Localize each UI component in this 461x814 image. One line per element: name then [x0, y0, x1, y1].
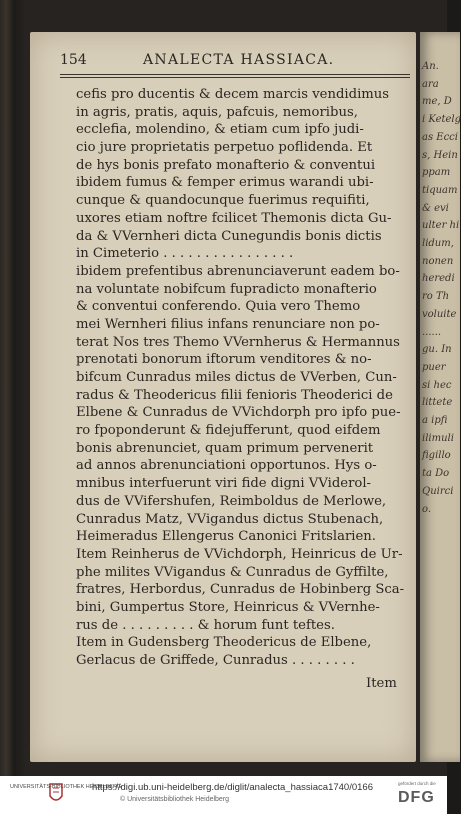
library-logo-text: UNIVERSITÄTS-BIBLIOTHEK HEIDELBERG	[10, 784, 122, 790]
text-line: in agris, pratis, aquis, pafcuis, nemoribus,	[76, 104, 358, 120]
text-line: prenotati bonorum iftorum venditores & no-	[76, 352, 372, 368]
text-line: Heimeradus Ellengerus Canonici Fritslarien.	[76, 529, 376, 545]
right-page-fragment: o.	[422, 503, 432, 515]
text-line: Cunradus Matz, VVigandus dictus Stubenach,	[76, 511, 384, 527]
text-line: bifcum Cunradus miles dictus de VVerben, Cun-	[76, 370, 397, 385]
right-page-fragment: tiquam	[422, 184, 458, 196]
text-line: cunque & quandocunque fuerimus requifiti,	[76, 193, 370, 209]
text-line: mnibus interfuerunt viri fide digni VViderol-	[76, 476, 372, 492]
copyright-notice: © Universitätsbibliothek Heidelberg	[120, 796, 230, 803]
text-line: ro fpoponderunt & fidejufferunt, quod eifdem	[76, 423, 381, 439]
right-page-fragment: ta Do	[422, 468, 450, 480]
right-page-fragment: ilimuli	[422, 432, 454, 444]
right-page-fragment: voluite	[422, 308, 457, 320]
page-number: 154	[60, 52, 87, 68]
right-page-fragment: littete	[422, 397, 453, 409]
right-page-fragment: me, D	[422, 96, 452, 108]
text-line: rus de . . . . . . . . . & horum funt teftes.	[76, 617, 335, 633]
header-rule	[60, 74, 410, 75]
viewer-footer	[0, 776, 447, 814]
right-page-fragment: a ipfi	[422, 415, 448, 426]
text-line: ibidem fumus & femper erimus warandi ubi-	[76, 175, 374, 191]
body-text	[76, 86, 411, 670]
right-page-fragment: puer	[422, 361, 446, 373]
right-page-fragment: heredi	[422, 273, 455, 285]
text-line: in Cimeterio . . . . . . . . . . . . . . . .	[76, 246, 294, 262]
text-line: de hys bonis prefato monafterio & conventui	[76, 157, 376, 173]
text-line: bonis abrenunciet, quam primum pervenerit	[76, 440, 374, 456]
right-page-fragment: ......	[422, 326, 442, 338]
text-line: Elbene & Cunradus de VVichdorph pro ipfo pue-	[76, 405, 401, 421]
right-page-fragment: as Ecci	[422, 131, 458, 143]
text-line: na voluntate nobifcum fupradicto monafterio	[76, 281, 377, 297]
text-line: da & VVernheri dicta Cunegundis bonis dictis	[76, 228, 382, 244]
right-page-fragment: gu. In	[422, 344, 452, 356]
text-line: & conventui conferendo. Quia vero Themo	[76, 299, 361, 315]
running-title: ANALECTA HASSIACA.	[143, 52, 335, 68]
right-page-fragment: si hec	[422, 379, 452, 391]
right-page-fragment: ulter hi	[422, 220, 460, 232]
text-line: cefis pro ducentis & decem marcis vendidimus	[76, 87, 390, 102]
text-line: ibidem prefentibus abrenunciaverunt eadem bo-	[76, 263, 400, 279]
running-header	[60, 52, 410, 70]
header-rule-2	[60, 77, 410, 78]
dfg-logo: DFG	[398, 789, 435, 806]
text-line: uxores etiam noftre fcilicet Themonis dicta Gu-	[76, 210, 392, 226]
text-line: fratres, Herbordus, Cunradus de Hobinberg Sca-	[76, 582, 405, 598]
right-page-fragment: ara	[422, 78, 439, 90]
right-page-fragment: An.	[422, 61, 439, 72]
text-line: Gerlacus de Griffede, Cunradus . . . . . . . .	[76, 653, 355, 668]
right-page-fragment: Quirci	[422, 485, 454, 497]
right-page-fragment: ro Th	[422, 291, 450, 303]
right-page-fragment: & evi	[422, 202, 449, 214]
right-page-fragment: i Ketelg	[422, 114, 461, 126]
right-page-fragment: lidum,	[422, 238, 454, 249]
text-line: ecclefia, molendino, & etiam cum ipfo judi-	[76, 122, 364, 138]
text-line: Item Reinherus de VVichdorph, Heinricus de Ur-	[76, 546, 403, 562]
text-line: dus de VVifershufen, Reimboldus de Merlowe,	[76, 493, 387, 509]
text-line: phe milites VVigandus & Cunradus de Gyffilte,	[76, 564, 389, 580]
permalink-url[interactable]: https://digi.ub.uni-heidelberg.de/diglit/analecta_hassiaca1740/0166	[92, 782, 373, 793]
right-page-fragment: s, Hein	[422, 149, 458, 161]
catchword: Item	[366, 676, 397, 691]
right-page-edge	[420, 32, 460, 762]
right-page-fragment: ppam	[422, 167, 451, 179]
dfg-caption: gefördert durch die	[398, 781, 436, 786]
text-line: ad annos abrenunciationi opportunos. Hys o-	[76, 458, 377, 474]
text-line: terat Nos tres Themo VVernherus & Hermannus	[76, 334, 400, 350]
text-line: radus & Theodericus filii fenioris Theoderici de	[76, 387, 393, 403]
text-line: mei Wernheri filius infans renunciare non po-	[76, 316, 380, 332]
text-line: Item in Gudensberg Theodericus de Elbene,	[76, 635, 372, 651]
right-page-fragment: figillo	[422, 450, 451, 462]
text-line: bini, Gumpertus Store, Heinricus & VVernhe-	[76, 599, 380, 615]
right-page-fragment: nonen	[422, 255, 454, 267]
text-line: cio jure proprietatis perpetuo poflidenda. Et	[76, 140, 373, 156]
